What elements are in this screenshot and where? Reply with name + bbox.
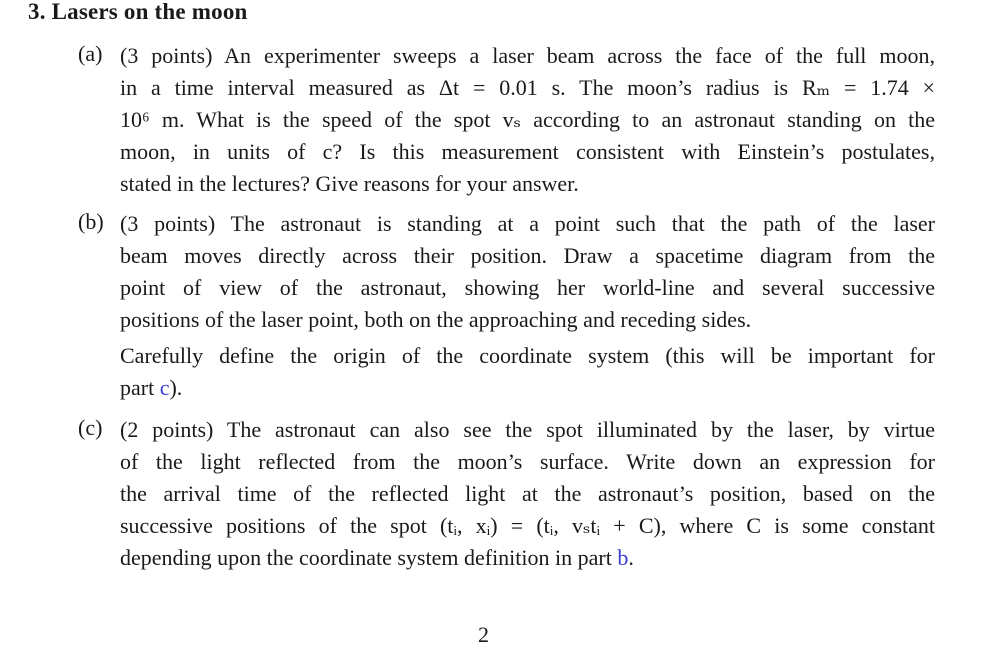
page-number: 2 [478,622,489,647]
part-a-line-1: (3 points) An experimenter sweeps a laser beam across the face of the full moon, [120,43,935,68]
part-b-line-4: positions of the laser point, both on the approaching and receding sides. [120,307,752,332]
part-a-line-3: 10⁶ m. What is the speed of the spot vₛ according to an astronaut standing on the [120,107,935,132]
part-a-line-4: moon, in units of c? Is this measurement consistent with Einstein’s postulates, [120,139,935,164]
part-c-line-2: of the light reflected from the moon’s surface. Write down an expression for [120,449,935,474]
part-c-line-4: successive positions of the spot (tᵢ, xᵢ) = (tᵢ, vₛtᵢ + C), where C is some constant [120,513,935,538]
part-b-label: (b) [78,209,104,234]
part-b-line-3: point of view of the astronaut, showing her world-line and several successive [120,275,935,300]
part-a-line-2: in a time interval measured as Δt = 0.01 s. The moon’s radius is Rₘ = 1.74 × [120,75,935,100]
part-b-para2-line-1: Carefully define the origin of the coordinate system (this will be important for [120,343,935,368]
part-c-last-text: depending upon the coordinate system definition in part [120,545,618,570]
part-b-para2-line-2 [120,372,935,404]
part-b-reference-link[interactable]: b [617,545,629,570]
part-b-line-2: beam moves directly across their position. Draw a spacetime diagram from the [120,243,935,268]
section-heading: 3. Lasers on the moon [28,0,248,24]
part-a-line-5: stated in the lectures? Give reasons for your answer. [120,171,579,196]
part-c-reference-link[interactable]: c [159,375,170,400]
part-c-label: (c) [78,415,103,440]
part-c-last-end: . [628,545,634,570]
part-b-line-1: (3 points) The astronaut is standing at a point such that the path of the laser [120,211,935,236]
part-a-label: (a) [78,41,103,66]
part-c-line-3: the arrival time of the reflected light at the astronaut’s position, based on the [120,481,935,506]
part-c-line-5 [120,542,935,574]
part-b-para2-end: ). [169,375,183,400]
part-b-para2-text: part [120,375,160,400]
part-c-line-1: (2 points) The astronaut can also see the spot illuminated by the laser, by virtue [120,417,935,442]
